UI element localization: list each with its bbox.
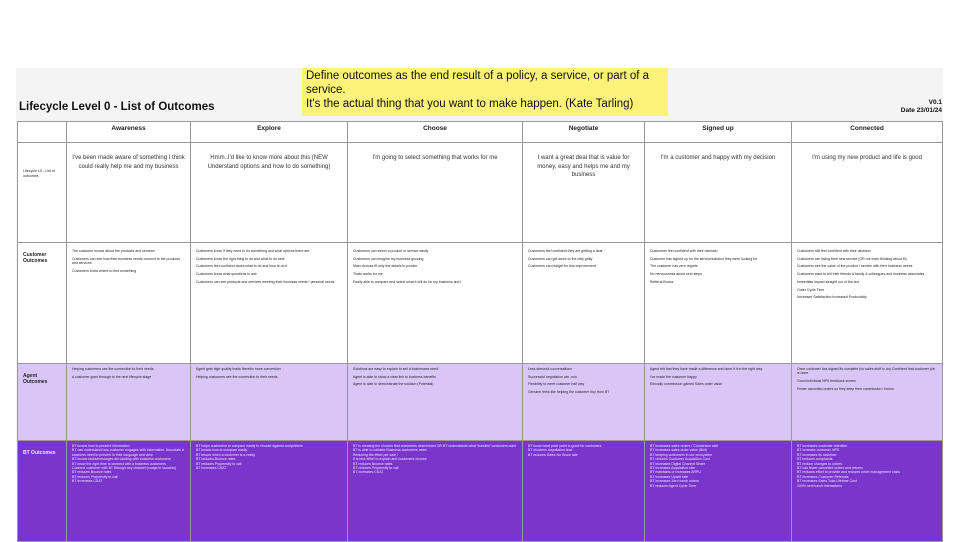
outcome-item: BT reduces effort to provide and reduces order management costs: [797, 470, 900, 475]
outcome-item: BT reduces Propensity to call: [196, 461, 242, 466]
outcome-list: [353, 367, 517, 387]
stage-quote: I want a great deal that is value for money, easy and helps me and my business: [523, 143, 645, 243]
row-label-customer: Customer Outcomes: [18, 243, 67, 364]
outcome-list: [650, 444, 786, 488]
stage-header: Signed up: [645, 122, 792, 143]
outcome-item: BT increases Acquisition rate: [650, 466, 696, 471]
outcome-cell: [67, 441, 191, 542]
outcome-item: No nervousness about next steps: [650, 272, 702, 277]
stage-quote: I'm a customer and happy with my decision: [645, 143, 792, 243]
outcome-item: Immediate impact straight out of the box: [797, 279, 860, 284]
outcome-item: Customers know the right thing to do and what to do next: [196, 256, 285, 261]
version-label: V0.1: [928, 99, 942, 106]
outcome-cell: [348, 441, 523, 542]
outcome-cell: [523, 364, 645, 441]
outcome-item: Easily able to compare and select what it will do for my business and I: [353, 279, 462, 284]
outcome-item: Agent is able to show a clear link to business benefits: [353, 374, 436, 379]
outcome-item: Customer has signed up for the service/solution they were looking for: [650, 256, 758, 261]
outcome-item: Customers see the value of the product / service with their business needs: [797, 264, 913, 269]
outcome-item: BT increases Customer Referrals: [797, 474, 849, 479]
outcome-item: Main choices fit only the details to ponder: [353, 264, 418, 269]
outcome-item: Once customer has signed its complete (no sales stuff to do) Confident that customer job is done: [797, 367, 935, 376]
outcome-cell: [67, 243, 191, 364]
outcome-list: [353, 246, 517, 284]
outcome-item: Good individual NPS feedback scores: [797, 379, 856, 384]
outcome-item: Customers feel confident with their decision: [650, 249, 718, 253]
outcome-item: Customers know where to find something: [72, 268, 137, 273]
outcome-item: Customers can see how their business needs connect to the products and services: [72, 256, 180, 266]
outcome-item: BT increases customer retention: [797, 444, 848, 448]
outcome-item: Customers can select a product or service easily: [353, 249, 429, 253]
stage-quote: Hmm..I'd like to know more about this (NEW Understand options and how to do something): [191, 143, 348, 243]
outcome-list: [196, 246, 342, 284]
outcome-item: The customer knows about the products and services: [72, 249, 155, 253]
outcome-item: Agent felt that they have made a difference and done it it in the right way: [650, 367, 763, 371]
outcome-item: BT increases Sales Total Lifetime Cost: [797, 479, 857, 484]
outcome-item: BT increases its cashflow: [797, 452, 837, 457]
outcome-item: Referral Bonus: [650, 279, 674, 284]
outcome-item: Increased Satisfaction Increased Productivity: [797, 295, 867, 300]
outcome-item: BT has fewer cancelled orders and returns: [797, 466, 863, 471]
outcome-list: [797, 367, 937, 391]
outcome-item: BT reduces Bounce rates: [72, 470, 112, 475]
callout-line-1: Define outcomes as the end result of a policy, a service, or part of a: [306, 70, 650, 82]
outcome-item: BT knows when a customer is a ready: [196, 452, 256, 457]
outcome-item: BT shortens negotiation time: [528, 448, 573, 453]
outcome-item: Customers can imagine my business growing: [353, 256, 424, 261]
outcome-cell: [523, 441, 645, 542]
outcome-item: Helping customers see the connection to their needs: [72, 367, 154, 371]
outcome-item: Agent gets high quality leads therefor more conversion: [196, 367, 281, 371]
outcome-item: BT increases sales order value ($ml): [650, 448, 707, 453]
outcome-cell: [645, 364, 792, 441]
outcome-item: BT increases sales orders / Conversion rate: [650, 444, 719, 448]
outcome-item: BT reduces Bounce rates: [353, 461, 393, 466]
outcome-item: BT increases CSAT: [72, 479, 103, 484]
outcome-cell: [191, 243, 348, 364]
outcome-item: BT increases Zero touch orders: [650, 479, 699, 484]
outcome-list: [650, 367, 786, 387]
outcome-list: [353, 444, 517, 475]
outcome-cell: [523, 243, 645, 364]
outcome-item: BT keeping customers in our ecosystem: [650, 452, 713, 457]
customer-outcomes-row: [18, 243, 943, 364]
outcome-item: BT increases CSAT: [353, 470, 384, 475]
outcome-item: I've made the customer happy: [650, 374, 697, 379]
outcome-cell: [348, 364, 523, 441]
outcome-list: [528, 367, 639, 395]
outcome-item: Successful negotiation win -win: [528, 374, 577, 379]
outcome-list: [528, 246, 639, 269]
outcome-item: BT reduces Propensity to call: [72, 474, 118, 479]
row-label-lifecycle: Lifecycle L0 - List of outcomes: [18, 143, 67, 243]
outcome-list: [72, 246, 185, 273]
outcome-cell: [792, 364, 943, 441]
outcome-item: Customers feel confident about what to do and how to do it: [196, 264, 288, 269]
callout-line-3: It's the actual thing that you want to make happen. (Kate Tarling): [306, 98, 634, 110]
outcome-item: Reducing the effort per sale /: [353, 452, 398, 457]
outcome-cell: [191, 441, 348, 542]
outcome-item: BT increase customer NPS: [797, 448, 840, 453]
outcome-list: [72, 367, 185, 379]
outcome-item: Order Cycle Time: [797, 287, 825, 292]
outcomes-table: [17, 121, 943, 542]
outcome-item: Customers are loving their new service (OR not even thinking about it!): [797, 256, 907, 261]
outcome-item: BT increases CSAT: [196, 466, 227, 471]
header-corner: [18, 122, 67, 143]
outcome-item: Fewer cancelled orders so they keep their commission / bonus: [797, 386, 894, 391]
outcome-item: It is less effort to explain and customers choose: [353, 457, 427, 462]
customer-quote-row: [18, 143, 943, 243]
outcome-item: BT reduces Customer Acquisition Cost: [650, 457, 710, 462]
outcome-item: Customers know if they need to do something and what options there are: [196, 249, 310, 253]
outcome-item: BT maintains or increases ARPU: [650, 470, 701, 475]
outcome-item: BT know the right time to connect with a business customers: [72, 461, 166, 466]
agent-outcomes-row: [18, 364, 943, 441]
stage-header: Connected: [792, 122, 943, 143]
outcome-item: Helping customers see the connection to their needs: [196, 374, 278, 379]
outcome-list: [797, 246, 937, 300]
outcome-list: [797, 444, 937, 488]
outcome-item: BT reduces Agent Cycle Time: [650, 483, 697, 488]
outcome-item: Customers know what questions to ask: [196, 272, 257, 277]
outcome-item: BT reduce changes to orders: [797, 461, 843, 466]
outcome-item: Ethically commission gained Sales order value: [650, 382, 723, 387]
outcome-item: Customers can budget for this improvement: [528, 264, 596, 269]
outcome-item: BT reduces complaints: [797, 457, 833, 462]
outcome-item: Solutions are easy to explain to sell a businesses need: [353, 367, 439, 371]
outcome-item: A customer goes through to the next lifecycle stage: [72, 374, 152, 379]
outcome-item: BT increases Digital Channel Share: [650, 461, 706, 466]
outcome-list: [196, 367, 342, 379]
outcome-list: [196, 444, 342, 470]
outcome-item: Agent is able to demonstrate the solution (Potential): [353, 382, 434, 387]
outcome-item: Customers can get down to the nitty gritty: [528, 256, 593, 261]
outcome-item: BT is able to validate Business customers need: [353, 448, 427, 453]
stage-quote: I'm using my new product and life is good: [792, 143, 943, 243]
outcome-item: Thats works for me: [353, 272, 383, 277]
outcome-item: 100% next touch interactions: [797, 483, 842, 488]
outcome-item: Less stressful conversations: [528, 367, 572, 371]
bt-outcomes-row: [18, 441, 943, 542]
outcome-item: Flexibility to meet customer half way: [528, 382, 585, 387]
outcome-item: BT reduces Propensity to call: [353, 466, 399, 471]
stage-quote: I've been made aware of something I think could really help me and my business: [67, 143, 191, 243]
outcome-list: [650, 246, 786, 284]
stage-header: Choose: [348, 122, 523, 143]
outcome-cell: [67, 364, 191, 441]
outcome-item: BT knows how to present information: [72, 444, 130, 448]
stage-header: Awareness: [67, 122, 191, 143]
page-title: Lifecycle Level 0 - List of Outcomes: [19, 101, 215, 113]
outcome-item: The customer has zero regrets: [650, 264, 698, 269]
version-info: [901, 99, 942, 115]
outcome-item: BT know what price point is good for customers: [528, 444, 602, 448]
callout-line-2: service.: [306, 84, 346, 96]
outcome-item: BT reduces Sales No Show rate: [528, 452, 578, 457]
stage-header-row: [18, 122, 943, 143]
stage-quote: I'm going to select something that works for me: [348, 143, 523, 243]
outcome-list: [72, 444, 185, 484]
outcome-cell: [348, 243, 523, 364]
outcome-item: Customers feel confident they are getting a deal: [528, 249, 603, 253]
outcome-item: BT reduces Bounce rates: [196, 457, 236, 462]
definition-callout: [302, 68, 668, 116]
date-label: Date 23/01/24: [900, 107, 942, 114]
outcome-item: BT helps customers to compare easily to choose against competitors: [196, 444, 303, 448]
outcome-cell: [792, 243, 943, 364]
stage-header: Negotiate: [523, 122, 645, 143]
outcome-item: Connect customer with BT through any channel (nudge in success): [72, 466, 177, 471]
outcome-cell: [191, 364, 348, 441]
outcome-cell: [645, 441, 792, 542]
outcome-item: Customers can see products and services meeting their business needs / personal needs: [196, 279, 335, 284]
outcome-item: Genuine feels like helping the customer buy from BT: [528, 390, 610, 395]
outcome-item: Customers still feel confident with their decision: [797, 249, 871, 253]
stage-header: Explore: [191, 122, 348, 143]
outcome-item: BT can understand how customer engages with information. Associate a business need to present in their language and view: [72, 448, 184, 457]
outcome-item: BT knows how to compare easily: [196, 448, 248, 453]
outcome-item: Customers want to tell their friends & family & colleagues and business associates: [797, 272, 925, 277]
outcome-cell: [792, 441, 943, 542]
outcome-list: [528, 444, 639, 457]
outcome-cell: [645, 243, 792, 364]
row-label-agent: Agent Outcomes: [18, 364, 67, 441]
outcome-item: BT is creating the choices that customers desire/want OR BT understands what 'bundles' customers want: [353, 444, 517, 448]
outcome-item: BT increases Upsell rate: [650, 474, 689, 479]
outcome-item: BT knows tasks/messages are landing with business customers: [72, 457, 171, 462]
row-label-bt: BT Outcomes: [18, 441, 67, 542]
